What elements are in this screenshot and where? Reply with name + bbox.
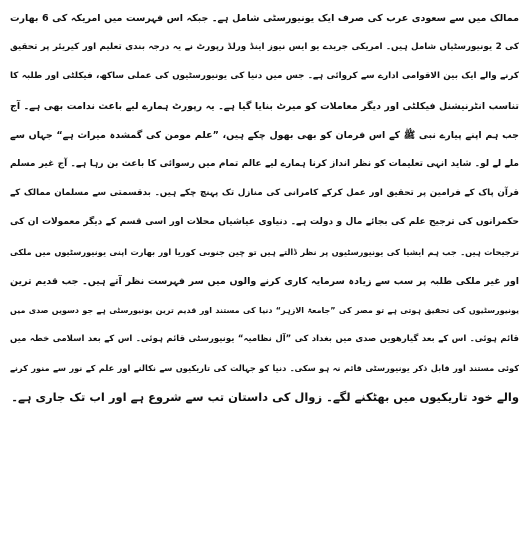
text-line: جب ہم اپنے پیارے نبی ﷺ کے اس فرمان کو بھی بھول چکے ہیں، ”علم مومن کی گمشدہ میراث ہے“ جہاں سے [10, 129, 519, 141]
text-line: تناسب انٹرنیشنل فیکلٹی اور دیگر معاملات کو میرٹ بنایا گیا ہے۔ یہ رپورٹ ہمارے لیے باعث ندامت بھی ہے۔ آج [10, 100, 519, 112]
text-line: ملے لے لو۔ شاید انہی تعلیمات کو نظر انداز کرنا ہمارے لیے عالم تمام میں رسوائی کا باعث بن رہا ہے۔ آج غیر مسلم [10, 158, 519, 169]
text-line: کرنے والے ایک بین الاقوامی ادارے سے کروائی ہے۔ جس میں دنیا کی یونیورسٹیوں کی عملی ساکھ، فیکلٹی اور طلبہ کا [10, 71, 519, 82]
text-line: قرآن پاک کے فرامین پر تحقیق اور عمل کرکے کامرانی کی منازل تک پہنچ چکے ہیں۔ بدقسمتی سے مسلمان ممالک کے [10, 188, 519, 199]
text-line: حکمرانوں کی ترجیح علم کی بجائے مال و دولت ہے۔ دنیاوی عیاشیاں محلات اور اسی قسم کے دیگر معمولات ان کی [10, 217, 519, 228]
text-line: ممالک میں سے سعودی عرب کی صرف ایک یونیورسٹی شامل ہے۔ جبکہ اس فہرست میں امریکہ کی 6 بھارت [10, 13, 519, 24]
text-line: یونیورسٹیوں کی تحقیق ہوتی ہے تو مصر کی ”جامعۃ الازہر“ دنیا کی مستند اور قدیم ترین یونیورسٹی ہے جو دسویں صدی میں [10, 305, 519, 315]
text-line: کی 2 یونیورسٹیاں شامل ہیں۔ امریکی جریدے یو ایس نیوز اینڈ ورلڈ رپورٹ نے یہ درجہ بندی تعلیم اور کیریئر پر تحقیق [10, 42, 519, 53]
text-line: کوئی مستند اور قابل ذکر یونیورسٹی قائم نہ ہو سکی۔ دنیا کو جہالت کی تاریکیوں سے نکالنے اور علم کے نور سے منور کرنے [10, 363, 519, 374]
text-line: قائم ہوئی۔ اس کے بعد گیارھویں صدی میں بغداد کی ”آل نظامیہ“ یونیورسٹی قائم ہوئی۔ اس کے بعد اسلامی خطہ میں [10, 334, 519, 345]
text-line: ترجیحات ہیں۔ جب ہم ایشیا کی یونیورسٹیوں پر نظر ڈالتے ہیں تو چین جنوبی کوریا اور بھارت اپنی یونیورسٹیوں میں ملکی [10, 246, 519, 257]
text-line-last: والے خود تاریکیوں میں بھٹکنے لگے۔ زوال کی داستان تب سے شروع ہے اور اب تک جاری ہے۔ [11, 390, 519, 405]
text-line: اور غیر ملکی طلبہ پر سب سے زیادہ سرمایہ کاری کرنے والوں میں سر فہرست نظر آتے ہیں۔ جب قدیم ترین [10, 275, 519, 287]
